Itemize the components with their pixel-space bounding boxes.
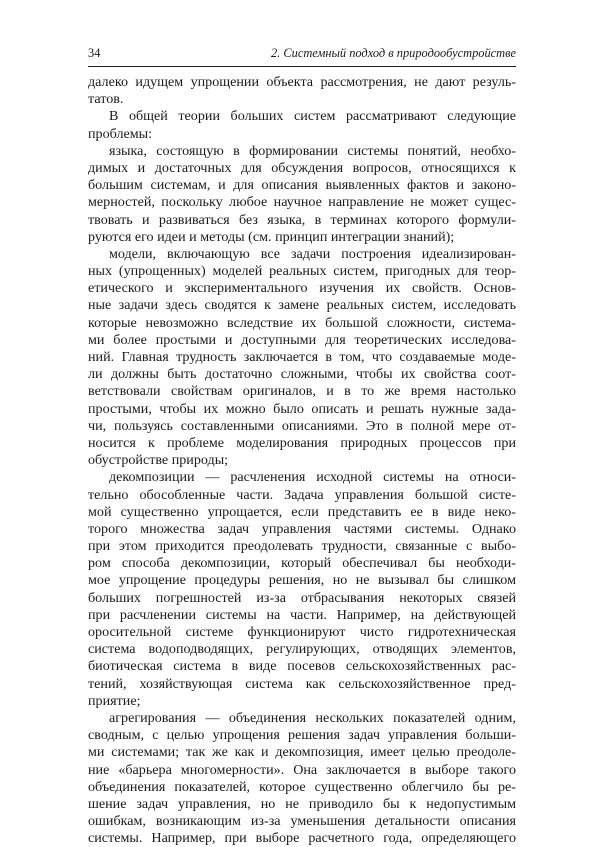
text-line: торого множества задач управления частями системы. Однако [88, 520, 516, 537]
running-title: 2. Системный подход в природообустройстве [270, 46, 516, 60]
text-line: модели, включающую все задачи построения идеализирован- [109, 245, 516, 262]
text-line: приятие; [88, 692, 141, 709]
text-line: больших погрешностей из-за отбрасывания некоторых связей [88, 589, 516, 606]
text-line: шение задач управления, но не приводило бы к недопустимым [88, 795, 516, 812]
page-number: 34 [88, 46, 101, 60]
text-line: мой существенно упрощается, если представить ее в виде неко- [88, 503, 516, 520]
body-text [88, 74, 516, 847]
text-line: В общей теории больших систем рассматривают следующие [109, 108, 516, 125]
text-line: декомпозиции — расчленения исходной системы на относи- [109, 469, 516, 486]
text-line: ром способа декомпозиции, который обеспечивал бы необходи- [88, 555, 516, 572]
text-line: простыми, чтобы их можно было описать и решать нужные зада- [88, 400, 516, 417]
text-line: при этом приходится преодолевать трудности, связанные с выбо- [88, 538, 516, 555]
text-line: тений, хозяйствующая система как сельскохозяйственное пред- [88, 675, 516, 692]
text-line: руются его идеи и методы (см. принцип интеграции знаний); [88, 228, 455, 245]
text-line: системы. Например, при выборе расчетного года, определяющего [88, 830, 516, 847]
text-line: ошибкам, возникающим из-за уменьшения детальности описания [88, 813, 516, 830]
text-line: ные задачи здесь сводятся к замене реальных систем, исследовать [88, 297, 516, 314]
text-line: ми более простыми и доступными для теоретических исследова- [88, 331, 516, 348]
text-line: языка, состоящую в формировании системы понятий, необхо- [109, 142, 516, 159]
text-line: при расчленении системы на части. Например, на действующей [88, 606, 516, 623]
text-line: биотическая система в виде посевов сельскохозяйственных рас- [88, 658, 516, 675]
text-line: етического и экспериментального изучения их свойств. Основ- [88, 280, 516, 297]
text-line: ние «барьера многомерности». Она заключается в выборе такого [88, 761, 516, 778]
text-line: чи, пользуясь составленными описаниями. Это в полной мере от- [88, 417, 516, 434]
text-line: ми системами; так же как и декомпозиция, имеет целью преодоле- [88, 744, 516, 761]
text-line: агрегирования — объединения нескольких показателей одним, [109, 709, 516, 726]
text-line: носится к проблеме моделирования природных процессов при [88, 434, 516, 451]
text-line: проблемы: [88, 125, 153, 142]
page-header [88, 46, 516, 62]
text-line: система водоподводящих, регулирующих, отводящих элементов, [88, 641, 516, 658]
text-line: большим системам, и для описания выявленных фактов и законо- [88, 177, 516, 194]
text-line: объединения показателей, которое существенно облегчило бы ре- [88, 778, 516, 795]
text-line: ний. Главная трудность заключается в том, что создаваемые моде- [88, 349, 516, 365]
text-line: далеко идущем упрощении объекта рассмотрения, не дают резуль- [88, 74, 516, 90]
text-line: мерностей, поскольку любое научное направление не может сущес- [88, 194, 516, 211]
text-line: димых и достаточных для обсуждения вопросов, относящихся к [88, 159, 516, 176]
text-line: сводным, с целью упрощения решения задач управления больши- [88, 727, 516, 744]
text-line: оросительной системе функционируют чисто гидротехническая [88, 624, 516, 640]
text-line: обустройстве природы; [88, 452, 229, 469]
text-line: татов. [88, 91, 124, 108]
header-rule [88, 66, 516, 67]
text-line: ных (упрощенных) моделей реальных систем, пригодных для теор- [88, 263, 516, 280]
text-line: мое упрощение процедуры решения, но не вызывал бы слишком [88, 572, 516, 589]
text-line: ветствовали свойствам оригиналов, и в то же время настолько [88, 383, 516, 400]
text-line: ли должны быть достаточно сложными, чтобы их свойства соот- [88, 366, 516, 383]
text-line: твовать и развиваться без языка, в терминах которого формули- [88, 211, 516, 228]
text-line: тельно обособленные части. Задача управления большой систе- [88, 486, 516, 503]
text-line: которые невозможно вследствие их большой сложности, система- [88, 314, 516, 331]
